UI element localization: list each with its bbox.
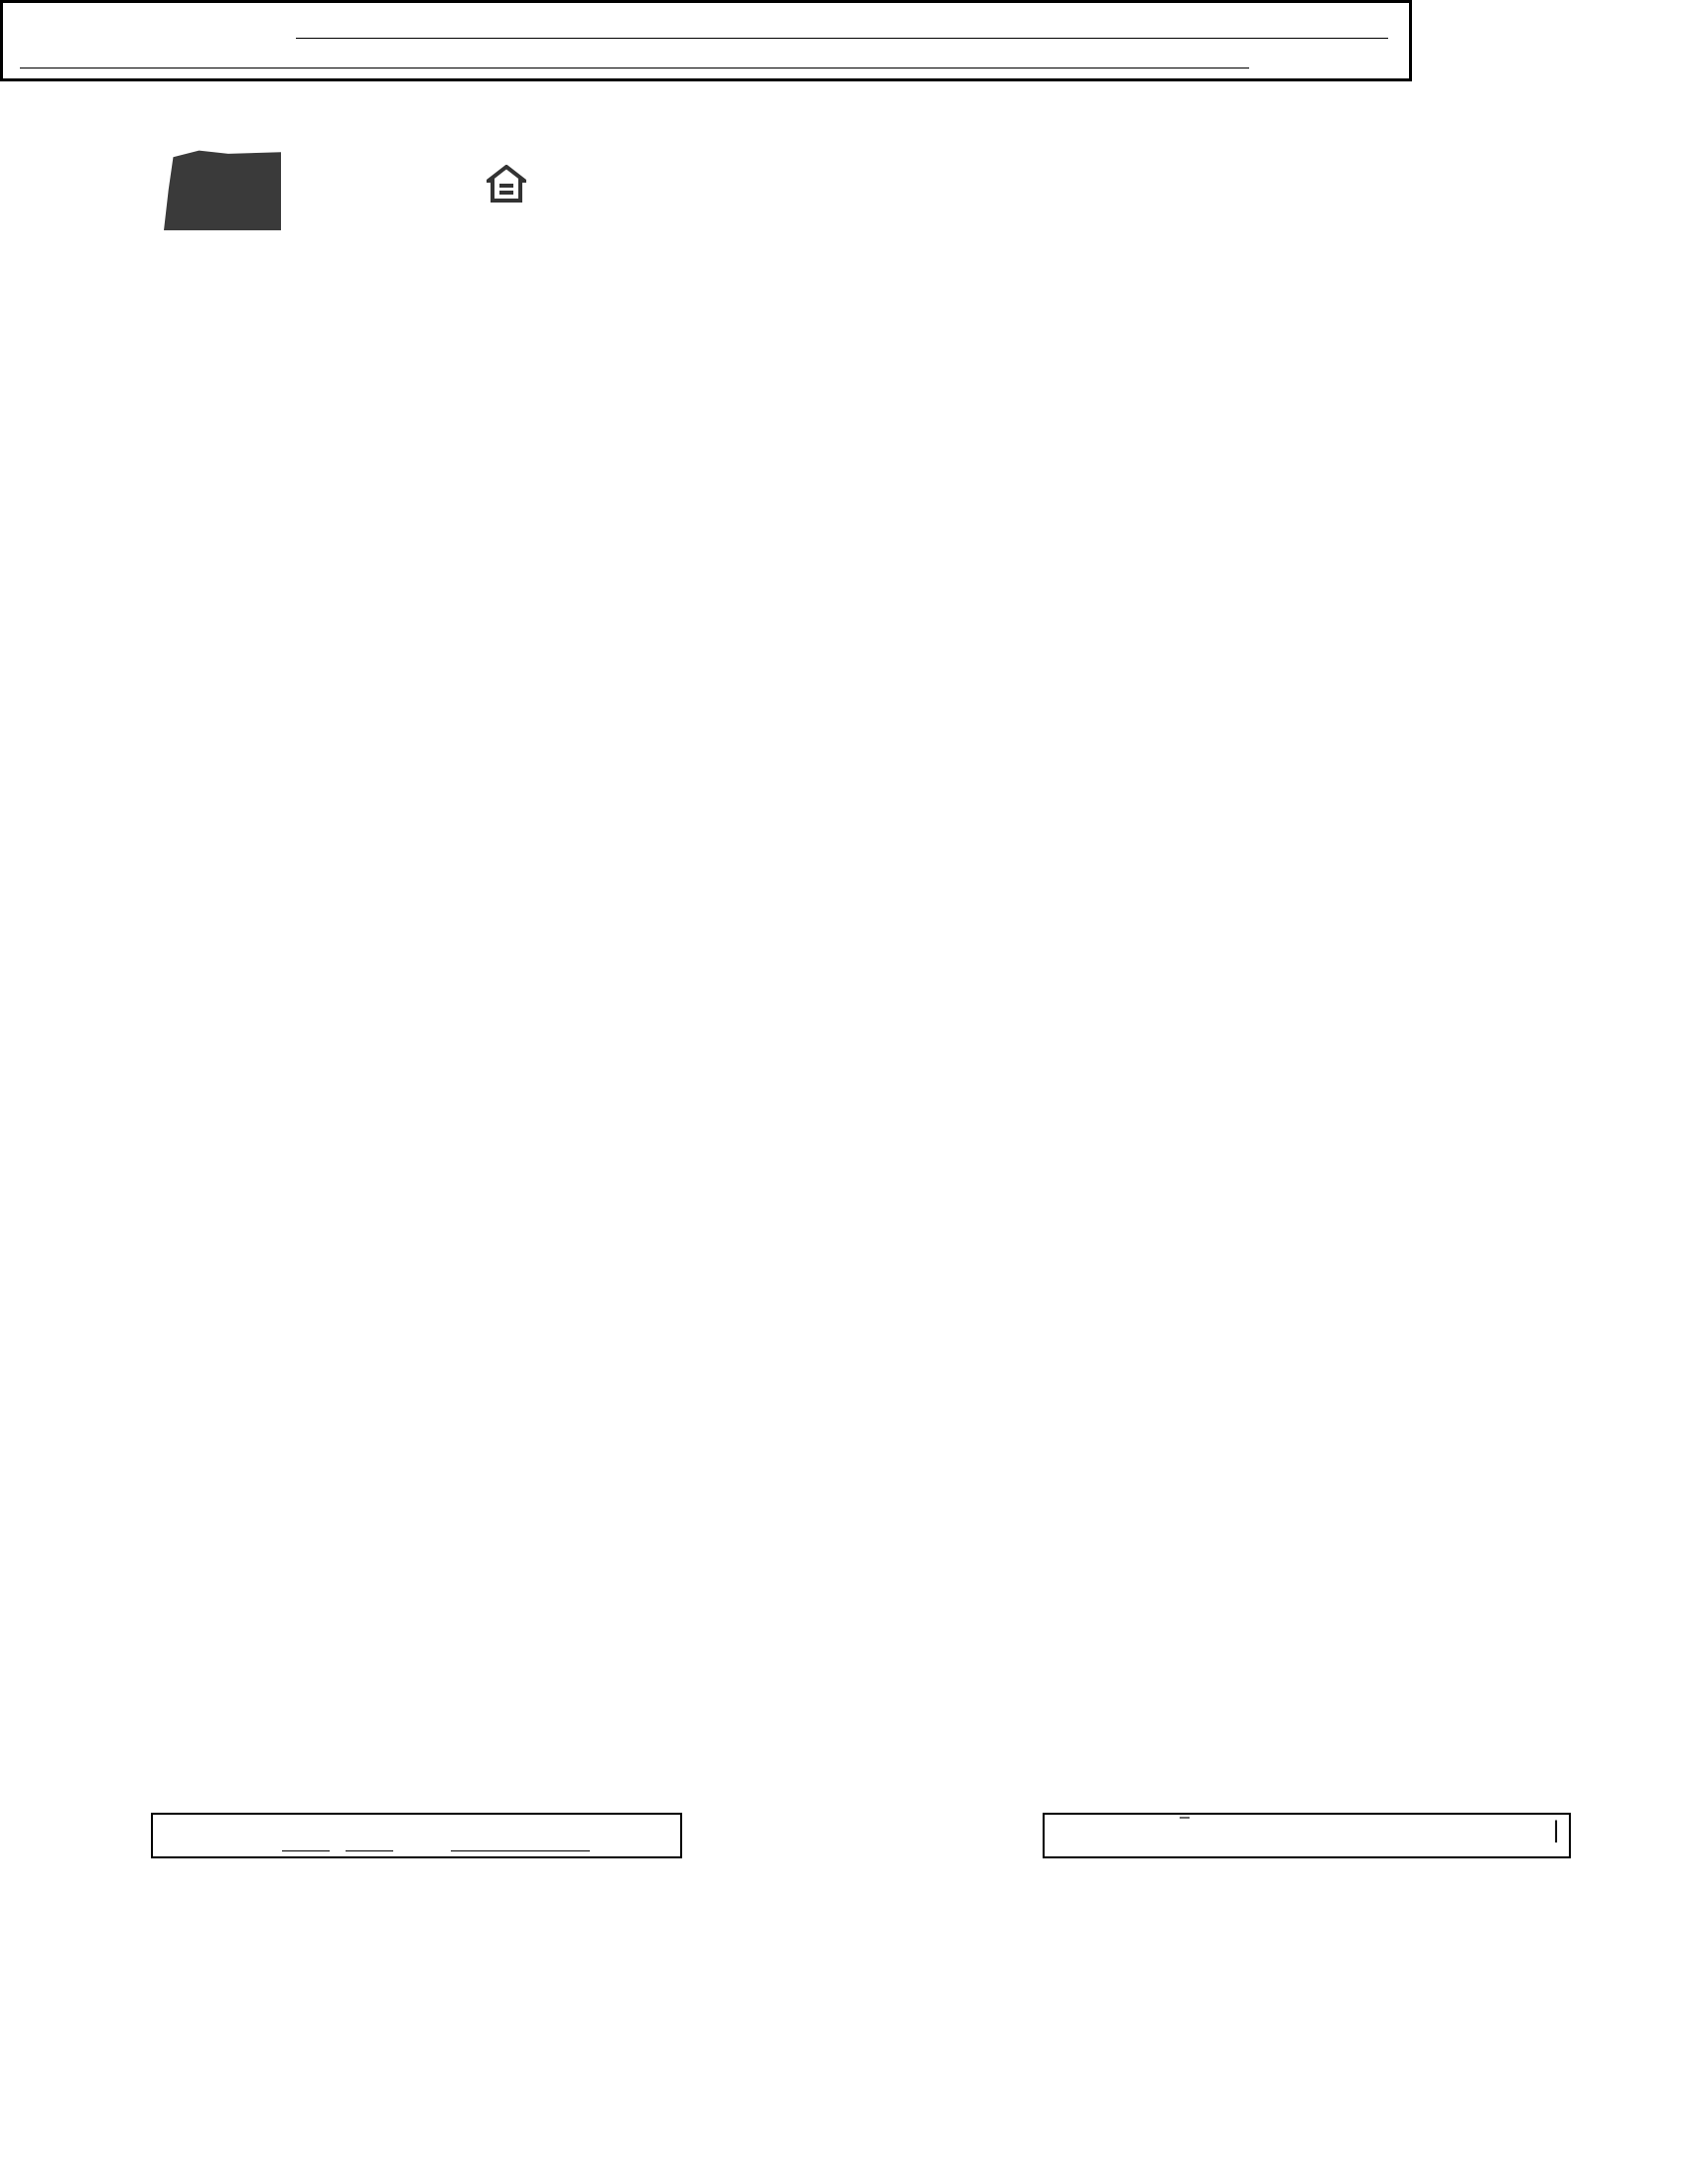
oregon-map-icon (164, 149, 281, 230)
seller-initials-box[interactable] (1043, 1813, 1571, 1858)
buyer-initials-line-2[interactable] (346, 1850, 393, 1851)
buyer-date-line[interactable] (451, 1850, 590, 1851)
address-underline (296, 38, 1388, 39)
buyer-initials-box[interactable] (151, 1813, 682, 1858)
seller-initials-signature (1180, 1817, 1190, 1819)
equal-housing-icon (487, 165, 526, 205)
oref-logo (164, 145, 561, 230)
envelope-id (103, 79, 163, 102)
buyer-initials-line-1[interactable] (282, 1850, 330, 1851)
property-address-box (0, 0, 1412, 81)
seller-date-divider: | (1553, 1817, 1560, 1843)
